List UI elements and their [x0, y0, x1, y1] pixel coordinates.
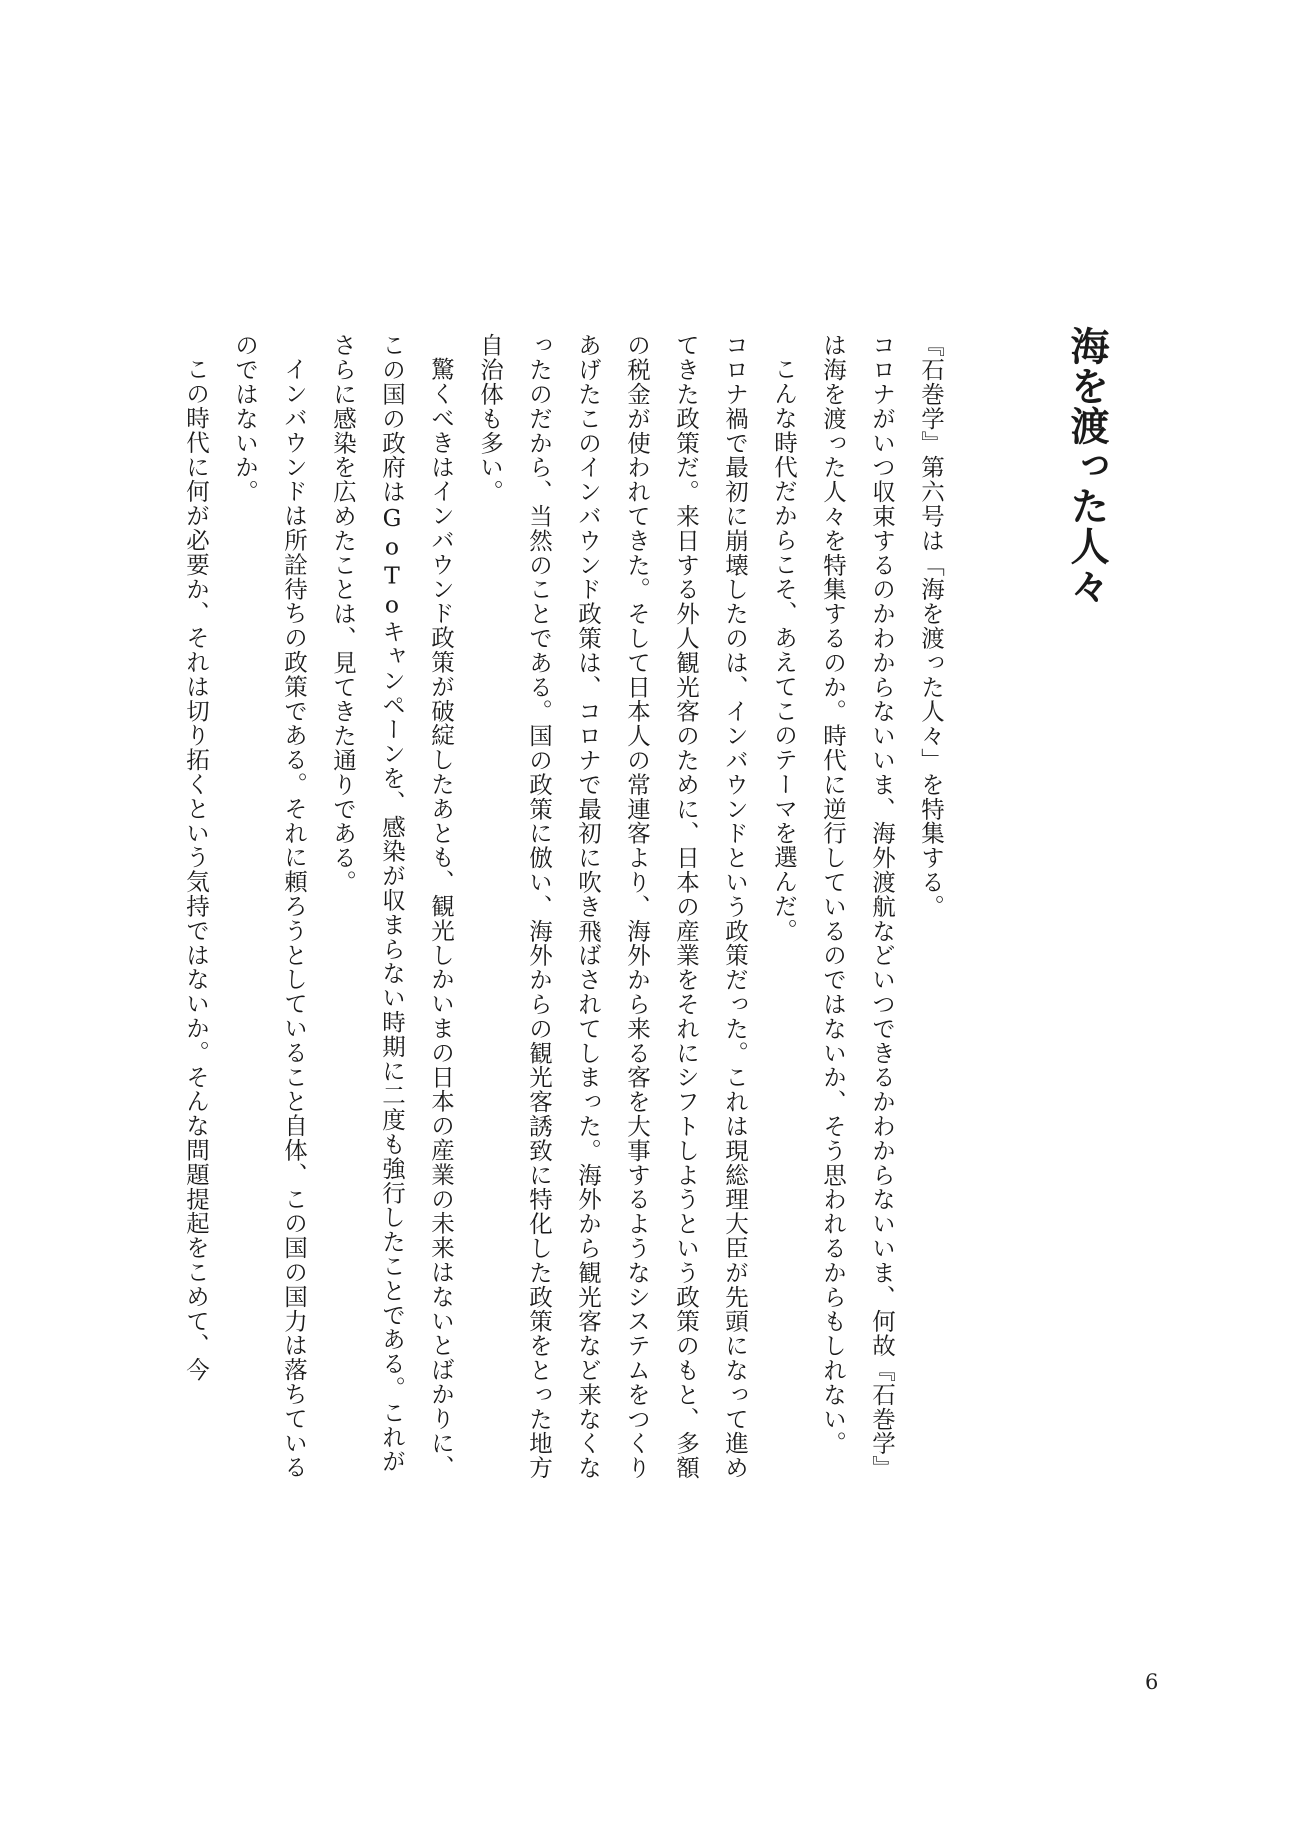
paragraph: インバウンドは所詮待ちの政策である。それに頼ろうとしていること自体、この国の国力は落ちているのではないか。	[231, 333, 308, 1479]
article-title: 海を渡った人々	[1064, 326, 1110, 606]
paragraph: 驚くべきはインバウンド政策が破綻したあとも、観光しかいまの日本の産業の未来はないとばかりに、この国の政府はGoToキャンペーンを、感染が収まらない時期に二度も強行したことである。これがさらに感染を広めたことは、見てきた通りである。	[329, 333, 455, 1479]
paragraph: この時代に何が必要か、それは切り拓くという気持ではないか。そんな問題提起をこめて、今	[182, 356, 210, 1382]
article-body	[135, 333, 955, 1483]
paragraph: 『石巻学』第六号は「海を渡った人々」を特集する。	[917, 333, 945, 919]
page-number: 6	[1145, 1670, 1159, 1694]
paragraph: コロナ禍で最初に崩壊したのは、インバウンドという政策だった。これは現総理大臣が先頭になって進めてきた政策だ。来日する外人観光客のために、日本の産業をそれにシフトしようという政策のもと、多額の税金が使われてきた。そして日本人の常連客より、海外から来る客を大事するようなシステムをつくりあげたこのインバウンド政策は、コロナで最初に吹き飛ばされてしまった。海外から観光客など来なくなったのだから、当然のことである。国の政策に倣い、海外からの観光客誘致に特化した政策をとった地方自治体も多い。	[476, 333, 749, 1480]
paragraph: こんな時代だからこそ、あえてこのテーマを選んだ。	[770, 356, 798, 943]
paragraph: コロナがいつ収束するのかわからないいま、海外渡航などいつできるかわからないいま、何故『石巻学』は海を渡った人々を特集するのか。時代に逆行しているのではないか、そう思われるからもしれない。	[819, 333, 896, 1480]
